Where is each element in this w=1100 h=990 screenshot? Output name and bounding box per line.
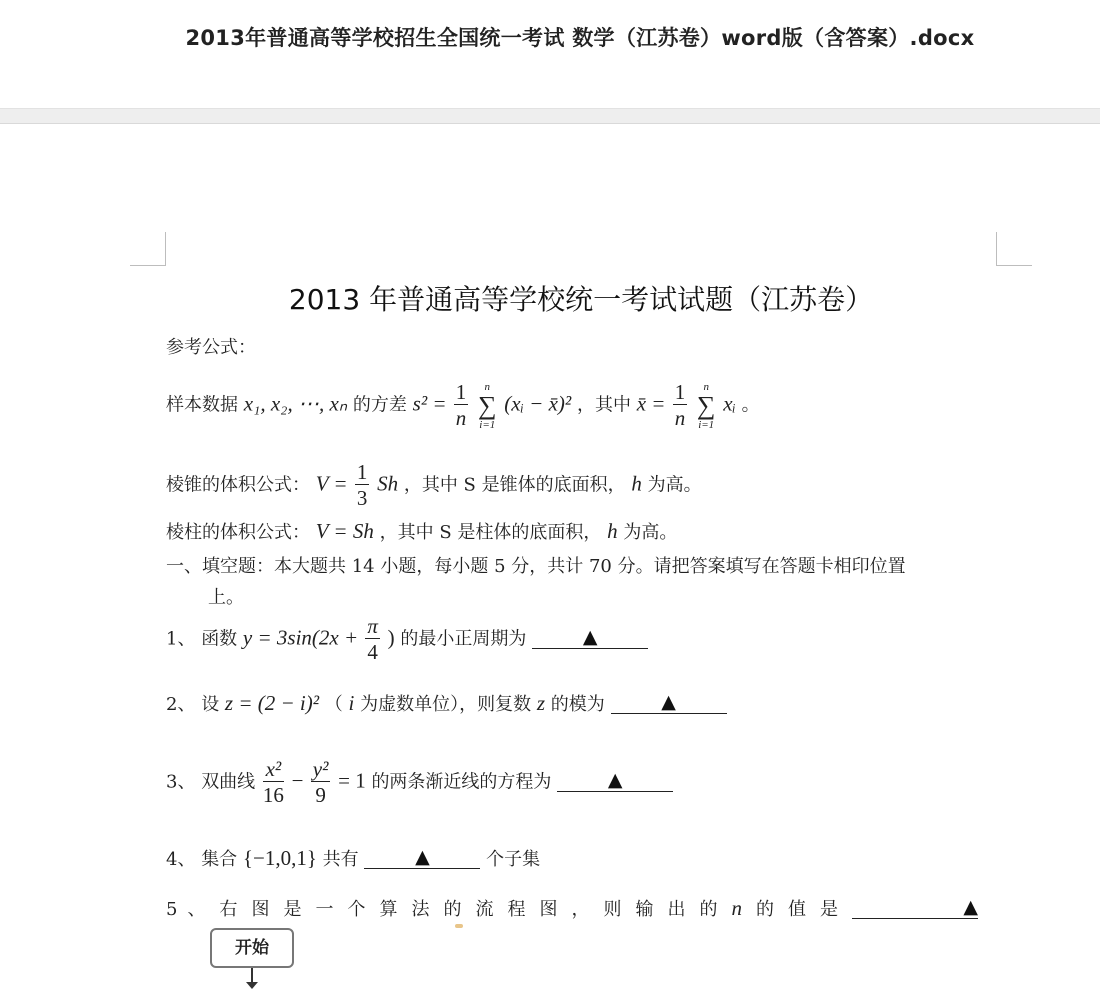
question-text: 函数 xyxy=(201,628,243,650)
document-header xyxy=(0,0,1100,108)
question-text-end: 的最小正周期为 xyxy=(400,628,527,650)
question-5 xyxy=(166,895,978,921)
question-text-end: 个子集 xyxy=(486,849,541,870)
variance-formula xyxy=(166,380,760,431)
pyramid-desc: ，其中 S 是锥体的底面积， xyxy=(403,474,626,496)
sigma-top: n xyxy=(703,380,709,393)
prism-desc: ，其中 S 是柱体的底面积， xyxy=(379,522,602,543)
frac-den: 4 xyxy=(367,640,378,664)
question-text: 设 xyxy=(201,694,225,715)
question-text: 双曲线 xyxy=(201,771,256,793)
prism-formula: V = Sh xyxy=(315,519,374,543)
question-text-mid: （ xyxy=(324,694,343,715)
complex-z: z xyxy=(536,691,546,715)
pyramid-label: 棱锥的体积公式： xyxy=(166,474,310,496)
frac-num: y² xyxy=(312,757,329,781)
triangle-marker-icon: ▲ xyxy=(582,625,598,648)
triangle-marker-icon: ▲ xyxy=(661,691,676,713)
frac-num: 1 xyxy=(674,380,686,404)
answer-blank xyxy=(364,846,480,869)
question-text: 、右图是一个算法的流程图，则输出的 xyxy=(187,899,732,920)
sigma-symbol: n ∑ i=1 xyxy=(478,380,497,431)
question-math-end: ) xyxy=(387,625,395,650)
prism-tail: 为高。 xyxy=(623,522,678,543)
prism-volume-formula xyxy=(166,518,677,544)
pyramid-tail: 为高。 xyxy=(647,474,702,496)
answer-blank xyxy=(611,691,727,714)
frac-num: π xyxy=(367,614,378,638)
margin-corner-mark-right xyxy=(996,232,1032,266)
frac-den: n xyxy=(674,406,686,430)
hyperbola-frac-x xyxy=(263,757,284,808)
question-1 xyxy=(166,614,648,665)
answer-blank xyxy=(557,769,673,792)
frac-den: 16 xyxy=(262,783,284,807)
flowchart-arrow-head-icon xyxy=(246,982,258,989)
document-file-title: 2013年普通高等学校招生全国统一考试 数学（江苏卷）word版（含答案）.docx xyxy=(185,26,975,50)
question-text-mid2: 为虚数单位），则复数 xyxy=(360,694,537,715)
variance-expr: (xᵢ − x̄)² xyxy=(504,391,572,416)
sigma-bottom: i=1 xyxy=(698,418,715,431)
frac-num: 1 xyxy=(455,380,467,404)
mean-expr: xᵢ xyxy=(723,391,736,416)
variance-fraction xyxy=(454,380,469,431)
variance-mid: 的方差 xyxy=(352,394,413,416)
triangle-marker-icon: ▲ xyxy=(415,846,430,868)
pyramid-sh: Sh xyxy=(377,471,399,496)
question-math: y = 3sin(2x + xyxy=(242,625,364,650)
prism-h: h xyxy=(607,519,618,543)
pyramid-volume-formula xyxy=(166,460,702,511)
triangle-marker-icon: ▲ xyxy=(607,768,623,791)
minus-sign: − xyxy=(291,768,309,793)
question-math: z = (2 − i)² xyxy=(224,691,320,715)
question-text-end: 的模为 xyxy=(550,694,605,715)
hyperbola-frac-y xyxy=(311,757,331,808)
margin-corner-mark-left xyxy=(130,232,166,266)
imaginary-unit: i xyxy=(348,691,355,715)
frac-den: 3 xyxy=(356,486,368,510)
question-number: 4、 xyxy=(166,849,196,870)
question-text-mid: 共有 xyxy=(322,849,359,870)
question-fraction xyxy=(365,614,380,665)
question-math: {−1,0,1} xyxy=(242,846,317,870)
exam-heading: 2013 年普通高等学校统一考试试题（江苏卷） xyxy=(288,283,874,316)
equals-one: = 1 xyxy=(338,768,366,793)
sigma-symbol-2: n ∑ i=1 xyxy=(696,380,716,431)
mean-fraction xyxy=(673,380,688,431)
mean-symbol: x̄ = xyxy=(636,391,671,416)
question-text-end: 的两条渐近线的方程为 xyxy=(371,771,552,793)
variance-s2: s² = xyxy=(412,391,452,416)
variance-prefix: 样本数据 xyxy=(166,394,238,416)
flowchart-start-node: 开始 xyxy=(210,928,294,968)
frac-num: 1 xyxy=(356,460,368,484)
question-4 xyxy=(166,845,540,871)
sigma-bottom: i=1 xyxy=(479,418,496,431)
question-number: 3、 xyxy=(166,771,196,793)
variance-where: ，其中 xyxy=(576,394,637,416)
question-number: 1、 xyxy=(166,628,196,650)
question-number: 2、 xyxy=(166,694,196,715)
pyramid-fraction xyxy=(355,460,370,511)
section-one-line1: 一、填空题：本大题共 14 小题，每小题 5 分，共计 70 分。请把答案填写在答题卡相印位置 xyxy=(166,556,906,577)
answer-blank xyxy=(532,626,648,649)
reference-formulas-label: 参考公式： xyxy=(166,337,256,358)
question-2 xyxy=(166,690,727,716)
question-text: 集合 xyxy=(201,849,243,870)
sigma-top: n xyxy=(484,380,491,393)
question-3 xyxy=(166,757,673,808)
prism-label: 棱柱的体积公式： xyxy=(166,522,310,543)
section-one-line2: 上。 xyxy=(208,587,244,608)
page-separator-band xyxy=(0,108,1100,124)
answer-blank xyxy=(852,896,978,919)
frac-num: x² xyxy=(263,757,284,782)
variance-end: 。 xyxy=(741,394,760,416)
question-number: 5 xyxy=(166,899,178,920)
frac-den: 9 xyxy=(315,783,326,807)
frac-den: n xyxy=(455,406,467,430)
ink-speck xyxy=(455,924,463,928)
variable-n: n xyxy=(731,896,742,920)
question-text-end: 的值是 xyxy=(755,899,852,920)
pyramid-v: V = xyxy=(315,471,353,496)
variance-vars: x₁, x₂, ⋯, xₙ xyxy=(243,391,348,416)
triangle-marker-icon: ▲ xyxy=(963,896,978,918)
pyramid-h: h xyxy=(631,471,642,496)
